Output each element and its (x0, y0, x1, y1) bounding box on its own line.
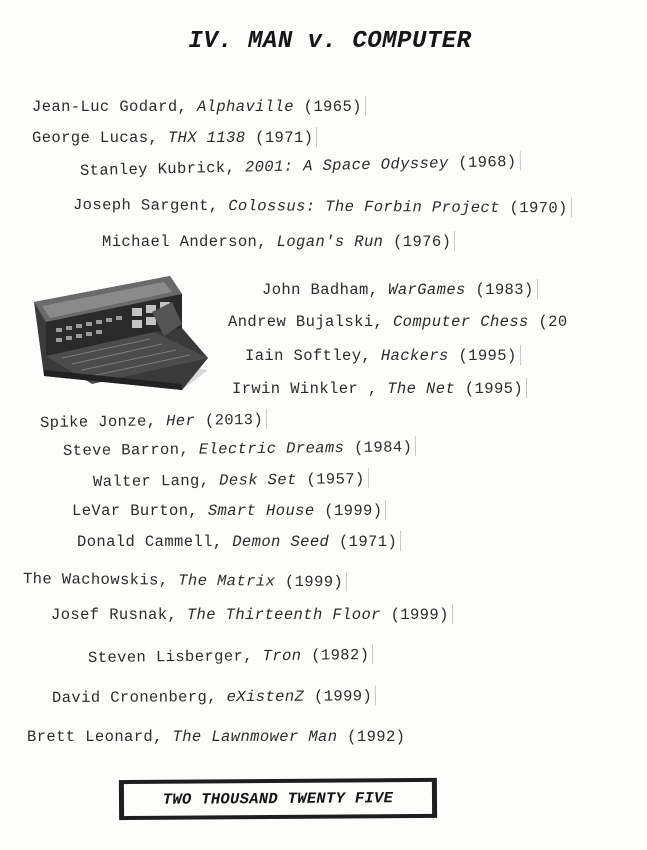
film-year: (1999) (390, 606, 449, 624)
cut-mark (526, 378, 527, 398)
film-year: (1999) (284, 572, 344, 592)
film-year: (1992) (347, 728, 406, 746)
cut-mark (400, 531, 401, 551)
cut-mark (452, 604, 453, 624)
film-title: Electric Dreams (198, 439, 345, 459)
film-entry (40, 409, 267, 432)
cut-mark (520, 345, 521, 365)
cut-mark (375, 685, 376, 705)
film-entry (63, 436, 416, 460)
film-year: (1968) (458, 152, 517, 173)
film-entry (102, 231, 455, 251)
director-name: Stanley Kubrick, (79, 158, 236, 180)
director-name: George Lucas, (32, 129, 159, 147)
film-year: (1957) (306, 470, 365, 489)
cut-mark (519, 151, 520, 171)
director-name: Andrew Bujalski, (228, 313, 384, 331)
film-entry (245, 345, 521, 365)
cut-mark (346, 571, 347, 591)
film-title: eXistenZ (226, 687, 305, 707)
director-name: Steve Barron, (62, 440, 190, 460)
film-entry (52, 685, 376, 707)
film-entry (88, 644, 374, 667)
film-entry (32, 127, 317, 147)
film-year: (1976) (393, 233, 452, 251)
cut-mark (571, 197, 572, 217)
film-entry (80, 151, 521, 180)
film-title: Tron (262, 646, 302, 666)
film-entry (73, 194, 572, 217)
film-entry (51, 604, 453, 624)
page-title: IV. MAN v. COMPUTER (188, 28, 472, 55)
film-entry (232, 378, 527, 398)
director-name: Spike Jonze, (39, 412, 157, 432)
director-name: Iain Softley, (245, 347, 372, 365)
film-year: (1982) (311, 646, 370, 665)
film-title: Her (166, 411, 196, 431)
film-year: (1971) (338, 533, 398, 551)
film-year: (1995) (458, 347, 517, 365)
cut-mark (365, 96, 366, 116)
footer-label: TWO THOUSAND TWENTY FIVE (162, 789, 394, 809)
film-entry (93, 468, 369, 491)
director-name: Michael Anderson, (102, 233, 267, 251)
film-title: The Lawnmower Man (172, 728, 338, 746)
footer-banner (119, 778, 437, 820)
cut-mark (385, 500, 386, 520)
cut-mark (266, 409, 267, 429)
film-year: (1971) (255, 129, 314, 147)
director-name: Irwin Winkler , (232, 380, 378, 398)
film-title: 2001: A Space Odyssey (244, 154, 449, 177)
film-title: Hackers (380, 347, 449, 365)
film-year: (1970) (509, 199, 568, 218)
film-entry (23, 568, 347, 591)
film-title: The Net (387, 380, 456, 398)
film-entry (262, 279, 538, 299)
film-entry (32, 96, 366, 116)
director-name: Donald Cammell, (77, 533, 223, 551)
director-name: Jean-Luc Godard, (32, 98, 188, 116)
director-name: John Badham, (262, 281, 379, 299)
cut-mark (415, 436, 416, 456)
cut-mark (372, 644, 373, 664)
film-year: (1983) (475, 281, 534, 299)
film-entry (72, 500, 386, 520)
director-name: Joseph Sargent, (72, 196, 219, 216)
film-title: Colossus: The Forbin Project (228, 197, 500, 217)
film-year: (1965) (303, 98, 362, 116)
film-title: WarGames (388, 281, 466, 299)
film-entry (27, 728, 405, 746)
director-name: The Wachowskis, (22, 570, 169, 590)
film-title: THX 1138 (167, 129, 246, 147)
director-name: Brett Leonard, (27, 728, 163, 746)
film-title: Demon Seed (232, 533, 330, 551)
film-title: Smart House (207, 502, 315, 520)
film-year: (1999) (324, 502, 383, 520)
director-name: LeVar Burton, (72, 502, 199, 520)
cut-mark (368, 468, 369, 488)
director-name: Walter Lang, (92, 471, 210, 491)
film-title: Computer Chess (392, 313, 529, 331)
computer-console-icon (32, 272, 210, 392)
director-name: David Cronenberg, (51, 688, 217, 707)
film-title: Logan's Run (276, 233, 384, 251)
film-title: The Matrix (178, 571, 276, 591)
film-year: (1999) (313, 687, 373, 706)
film-title: Desk Set (219, 470, 297, 490)
director-name: Steven Lisberger, (87, 647, 254, 667)
film-entry (228, 313, 568, 331)
cut-mark (454, 231, 455, 251)
director-name: Josef Rusnak, (51, 606, 178, 624)
film-year: (1995) (464, 380, 524, 398)
film-year: (1984) (353, 438, 413, 457)
cut-mark (316, 127, 317, 147)
cut-mark (537, 279, 538, 299)
film-year: (20 (538, 313, 568, 331)
film-year: (2013) (204, 410, 264, 430)
film-title: Alphaville (196, 98, 294, 116)
film-title: The Thirteenth Floor (186, 606, 381, 624)
film-entry (77, 531, 401, 551)
